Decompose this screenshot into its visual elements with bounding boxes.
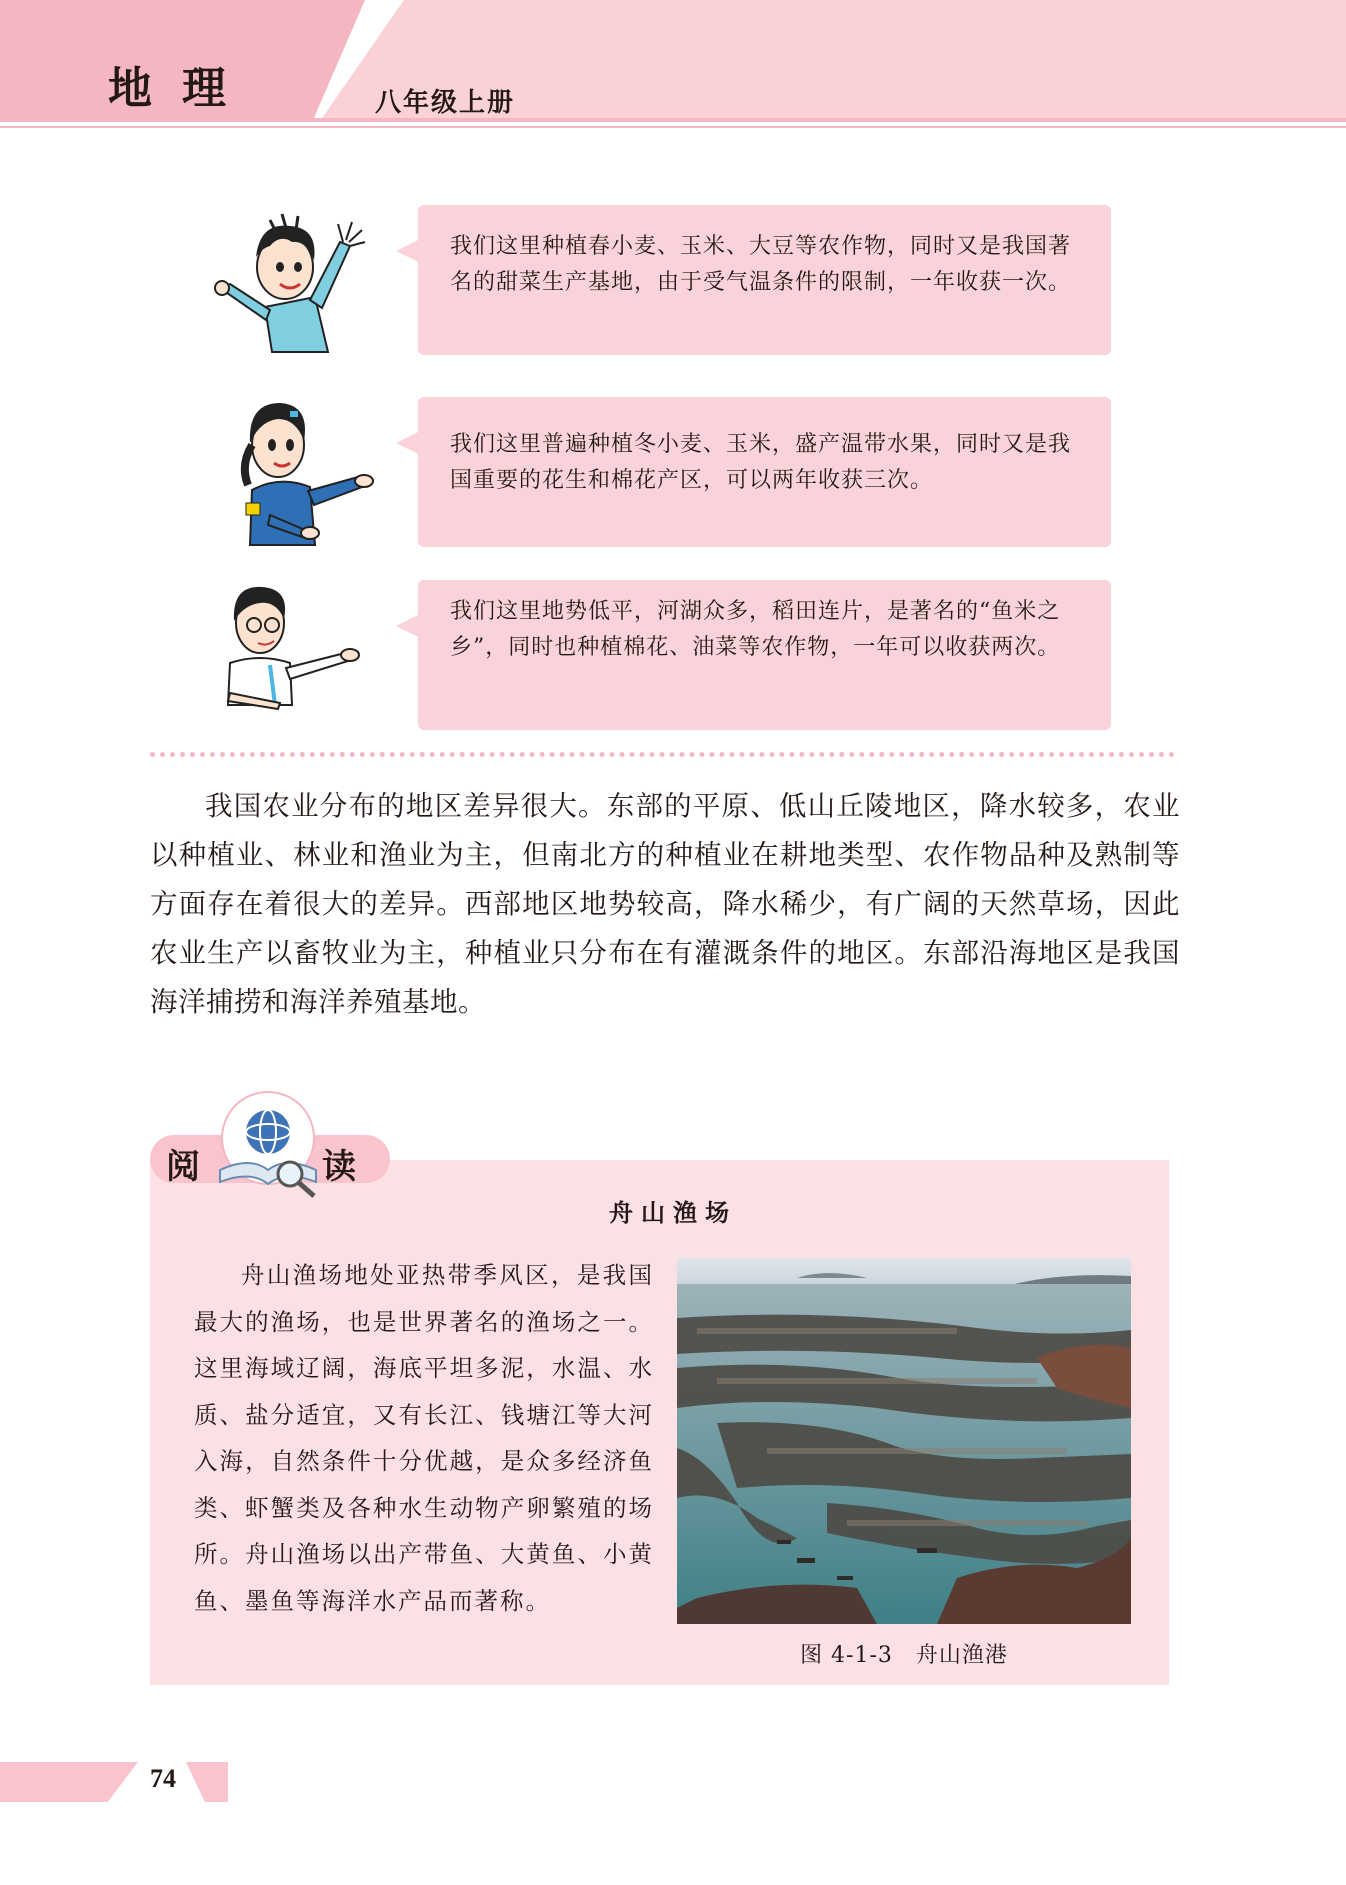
- subject-title: 地理: [108, 63, 256, 114]
- glasses-boy-character-icon: [220, 583, 370, 713]
- girl-character-icon: [230, 395, 380, 550]
- dialogue-bubble-1: 我们这里种植春小麦、玉米、大豆等农作物，同时又是我国著名的甜菜生产基地，由于受气温条件的限制，一年收获一次。: [418, 205, 1111, 355]
- zhoushan-harbor-photo: [677, 1258, 1131, 1624]
- body-paragraph: 我国农业分布的地区差异很大。东部的平原、低山丘陵地区，降水较多，农业以种植业、林业和渔业为主，但南北方的种植业在耕地类型、农作物品种及熟制等方面存在着很大的差异。西部地区地势较高，降水稀少，有广阔的天然草场，因此农业生产以畜牧业为主，种植业只分布在有灌溉条件的地区。东部沿海地区是我国海洋捕捞和海洋养殖基地。: [150, 790, 1180, 1018]
- reading-label-2: 读: [322, 1147, 356, 1187]
- header-rule: [0, 118, 1346, 122]
- header-rule-thin: [0, 126, 1346, 128]
- footer-left-tab: [0, 1762, 138, 1802]
- dotted-divider: [150, 752, 1175, 757]
- dialogue-bubble-2: 我们这里普遍种植冬小麦、玉米，盛产温带水果，同时又是我国重要的花生和棉花产区，可以两年收获三次。: [418, 397, 1111, 547]
- reading-text: 舟山渔场地处亚热带季风区，是我国最大的渔场，也是世界著名的渔场之一。这里海域辽阔，海底平坦多泥，水温、水质、盐分适宜，又有长江、钱塘江等大河入海，自然条件十分优越，是众多经济鱼类、虾蟹类及各种水生动物产卵繁殖的场所。舟山渔场以出产带鱼、大黄鱼、小黄鱼、墨鱼等海洋水产品而著称。: [194, 1261, 654, 1615]
- reading-title: 舟山渔场: [609, 1199, 737, 1227]
- grade-label: 八年级上册: [375, 88, 516, 118]
- page-number: 74: [150, 1764, 176, 1793]
- photo-caption: 图 4-1-3 舟山渔港: [800, 1643, 1008, 1668]
- boy-character-icon: [210, 212, 370, 357]
- dialogue-bubble-3: 我们这里地势低平，河湖众多，稻田连片，是著名的“鱼米之乡”，同时也种植棉花、油菜等农作物，一年可以收获两次。: [418, 580, 1111, 730]
- footer-right-tab: [186, 1762, 228, 1802]
- reading-label-1: 阅: [166, 1147, 200, 1187]
- globe-book-magnifier-icon: [210, 1090, 340, 1200]
